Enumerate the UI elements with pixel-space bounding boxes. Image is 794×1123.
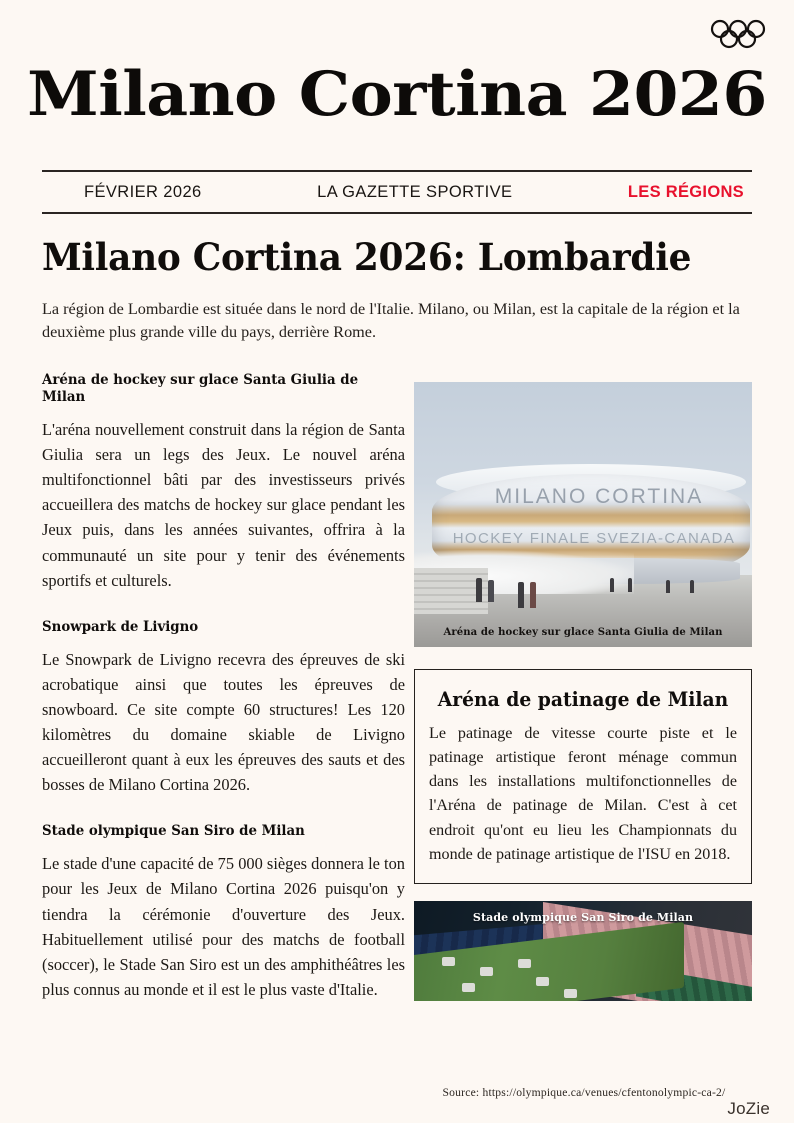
- dateline-date: FÉVRIER 2026: [84, 182, 202, 201]
- grow-lamp: [518, 959, 531, 968]
- callout-title: Aréna de patinage de Milan: [437, 688, 729, 711]
- dateline-edition: LES RÉGIONS: [627, 182, 744, 201]
- author-signature: JoZie: [727, 1099, 770, 1118]
- pedestrian: [476, 578, 482, 602]
- grow-lamp: [462, 983, 475, 992]
- section-heading-hockey-arena: Aréna de hockey sur glace Santa Giulia de Milan: [42, 372, 359, 406]
- arena-signage-primary: MILANO CORTINA: [494, 485, 704, 508]
- masthead: [0, 59, 794, 130]
- callout-body: Le patinage de vitesse courte piste et le patinage artistique feront ménage commun dans les installations multifonctionnelles de l'Aréna de patinage de Milan. C'est à cet endroit qu'ont eu lieu les Championnats du monde de patinage artistique de l'ISU en 2018.: [429, 725, 737, 863]
- dateline-bar: [42, 170, 752, 214]
- stadium-figure: [414, 901, 752, 1001]
- callout-box-skating-arena: [414, 669, 752, 884]
- arena-signage-secondary: HOCKEY FINALE SVEZIA-CANADA: [452, 530, 736, 547]
- pedestrian: [666, 580, 670, 593]
- left-column: [42, 372, 405, 1002]
- pedestrian: [518, 582, 524, 608]
- section-heading-snowpark: Snowpark de Livigno: [42, 618, 199, 635]
- article-lede: La région de Lombardie est située dans le nord de l'Italie. Milano, ou Milan, est la capitale de la région et la deuxième plus grande ville du pays, derrière Rome.: [42, 300, 740, 341]
- pedestrian: [530, 582, 536, 608]
- section-heading-san-siro: Stade olympique San Siro de Milan: [42, 823, 305, 840]
- right-column: [414, 382, 752, 1001]
- pedestrian: [610, 578, 614, 592]
- dateline-publication: LA GAZETTE SPORTIVE: [317, 182, 513, 201]
- grow-lamp: [442, 957, 455, 966]
- grow-lamp: [564, 989, 577, 998]
- section-body-hockey-arena: L'aréna nouvellement construit dans la région de Santa Giulia sera un legs des Jeux. Le nouvel aréna multifonctionnel bâti par des investisseurs privés accueillera des matchs de hockey sur glace pendant les Jeux puis, dans les années suivantes, offrira à la communauté un site pour y tenir des événements sportifs et culturels.: [42, 420, 405, 590]
- masthead-title: Milano Cortina 2026: [27, 59, 767, 130]
- section-body-san-siro: Le stade d'une capacité de 75 000 sièges donnera le ton pour les Jeux de Milano Cortina 2026 puisqu'on y tiendra la cérémonie d'ouverture des Jeux. Habituellement utilisé pour des matchs de football (soccer), le Stade San Siro est un des amphithéâtres les plus connus au monde et il est le plus vaste d'Italie.: [42, 854, 405, 999]
- pedestrian: [488, 580, 494, 602]
- page-title: Milano Cortina 2026: Lombardie: [42, 235, 692, 279]
- pedestrian: [628, 578, 632, 592]
- source-line: Source: https://olympique.ca/venues/cfentonolympic-ca-2/: [442, 1086, 726, 1099]
- olympic-rings-logo: [710, 18, 766, 52]
- grow-lamp: [480, 967, 493, 976]
- stadium-figure-caption: Stade olympique San Siro de Milan: [472, 909, 694, 924]
- arena-figure-caption: Aréna de hockey sur glace Santa Giulia de Milan: [443, 626, 723, 638]
- arena-figure: [414, 382, 752, 647]
- grow-lamp: [536, 977, 549, 986]
- section-body-snowpark: Le Snowpark de Livigno recevra des épreuves de ski acrobatique ainsi que toutes les épreuves de snowboard. Ce site compte 60 structures! Les 120 kilomètres du domaine skiable de Livigno accueilleront quant à eux les épreuves des sauts et des bosses de Milano Cortina 2026.: [42, 649, 405, 795]
- pedestrian: [690, 580, 694, 593]
